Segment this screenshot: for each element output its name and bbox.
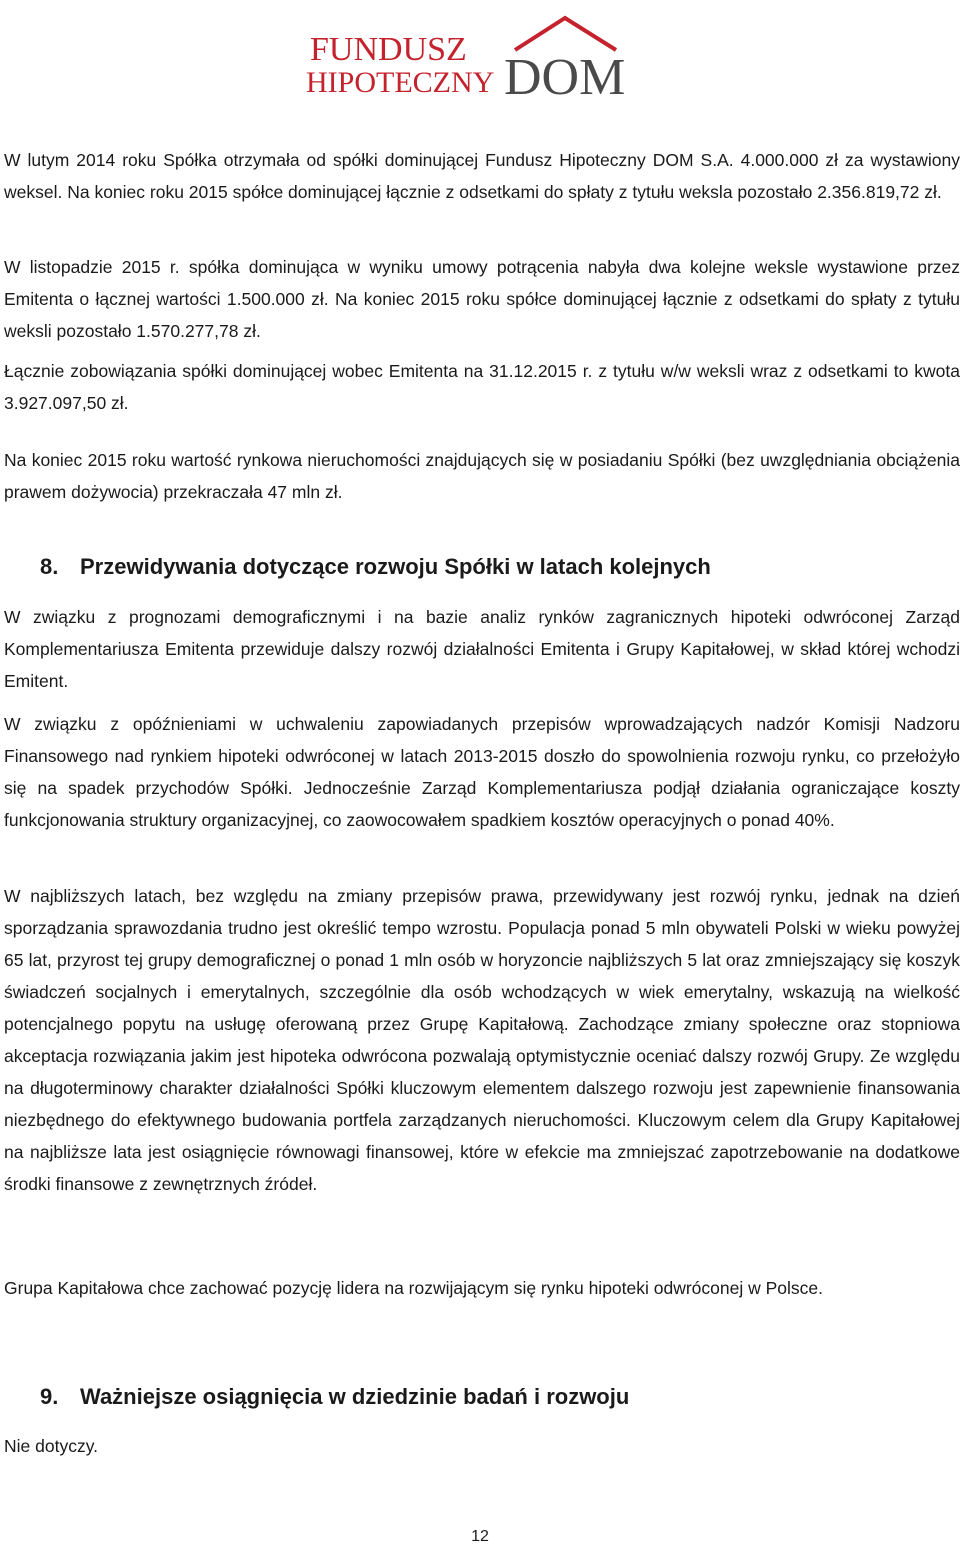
- section-8-title: Przewidywania dotyczące rozwoju Spółki w latach kolejnych: [80, 554, 711, 579]
- logo-text-fundusz: FUNDUSZ: [310, 31, 467, 68]
- section-8-paragraph-4: Grupa Kapitałowa chce zachować pozycję lidera na rozwijającym się rynku hipoteki odwróconej w Polsce.: [4, 1278, 824, 1298]
- section-9-heading: [40, 1384, 629, 1410]
- section-9-number: 9.: [40, 1384, 59, 1409]
- logo-mark-dom: DOM: [504, 49, 626, 102]
- logo-roof-icon: [515, 18, 616, 50]
- company-logo: [300, 12, 660, 102]
- logo-text-hipoteczny: HIPOTECZNY: [306, 66, 495, 99]
- paragraph-weksle-listopad: W listopadzie 2015 r. spółka dominująca w wyniku umowy potrącenia nabyła dwa kolejne weksle wystawione przez Emitenta o łącznej wartości 1.500.000 zł. Na koniec 2015 roku spółce dominującej łącznie z odsetkami do spłaty z tytułu weksli pozostało 1.570.277,78 zł.: [4, 257, 960, 341]
- section-9-paragraph-1: Nie dotyczy.: [4, 1436, 99, 1456]
- section-9-title: Ważniejsze osiągnięcia w dziedzinie badań i rozwoju: [80, 1384, 630, 1409]
- section-8-heading: [40, 554, 711, 580]
- section-8-paragraph-3: W najbliższych latach, bez względu na zmiany przepisów prawa, przewidywany jest rozwój rynku, jednak na dzień sporządzania sprawozdania trudno jest określić tempo wzrostu. Populacja ponad 5 mln obywateli Polski w wieku powyżej 65 lat, przyrost tej grupy demograficznej o ponad 1 mln osób w horyzoncie najbliższych 5 lat oraz zmniejszający się koszyk świadczeń socjalnych i emerytalnych, szczególnie dla osób wchodzących w wiek emerytalny, wskazują na wielkość potencjalnego popytu na usługę oferowaną przez Grupę Kapitałową. Zachodzące zmiany społeczne oraz stopniowa akceptacja rozwiązania jakim jest hipoteka odwrócona pozwalają optymistycznie oceniać dalszy rozwój Grupy. Ze względu na długoterminowy charakter działalności Spółki kluczowym elementem dalszego rozwoju jest zapewnienie finansowania niezbędnego do efektywnego budowania portfela zarządzanych nieruchomości. Kluczowym celem dla Grupy Kapitałowej na najbliższe lata jest osiągnięcie równowagi finansowej, które w efekcie ma zmniejszać zapotrzebowanie na dodatkowe środki finansowe z zewnętrznych źródeł.: [4, 886, 960, 1194]
- paragraph-weksel-2014: W lutym 2014 roku Spółka otrzymała od spółki dominującej Fundusz Hipoteczny DOM S.A. 4.000.000 zł za wystawiony weksel. Na koniec roku 2015 spółce dominującej łącznie z odsetkami do spłaty z tytułu weksla pozostało 2.356.819,72 zł.: [4, 150, 960, 202]
- section-8-paragraph-1: W związku z prognozami demograficznymi i na bazie analiz rynków zagranicznych hipoteki odwróconej Zarząd Komplementariusza Emitenta przewiduje dalszy rozwój działalności Emitenta i Grupy Kapitałowej, w skład której wchodzi Emitent.: [4, 607, 960, 691]
- paragraph-zobowiazania: Łącznie zobowiązania spółki dominującej wobec Emitenta na 31.12.2015 r. z tytułu w/w weksli wraz z odsetkami to kwota 3.927.097,50 zł.: [4, 361, 960, 413]
- section-8-paragraph-2: W związku z opóźnieniami w uchwaleniu zapowiadanych przepisów wprowadzających nadzór Komisji Nadzoru Finansowego nad rynkiem hipoteki odwróconej w latach 2013-2015 doszło do spowolnienia rozwoju rynku, co przełożyło się na spadek przychodów Spółki. Jednocześnie Zarząd Komplementariusza podjął działania ograniczające koszty funkcjonowania struktury organizacyjnej, co zaowocowałem spadkiem kosztów operacyjnych o ponad 40%.: [4, 714, 960, 830]
- paragraph-wartosc-rynkowa: Na koniec 2015 roku wartość rynkowa nieruchomości znajdujących się w posiadaniu Spółki (bez uwzględniania obciążenia prawem dożywocia) przekraczała 47 mln zł.: [4, 450, 960, 502]
- section-8-number: 8.: [40, 554, 59, 579]
- page-number: 12: [471, 1528, 489, 1545]
